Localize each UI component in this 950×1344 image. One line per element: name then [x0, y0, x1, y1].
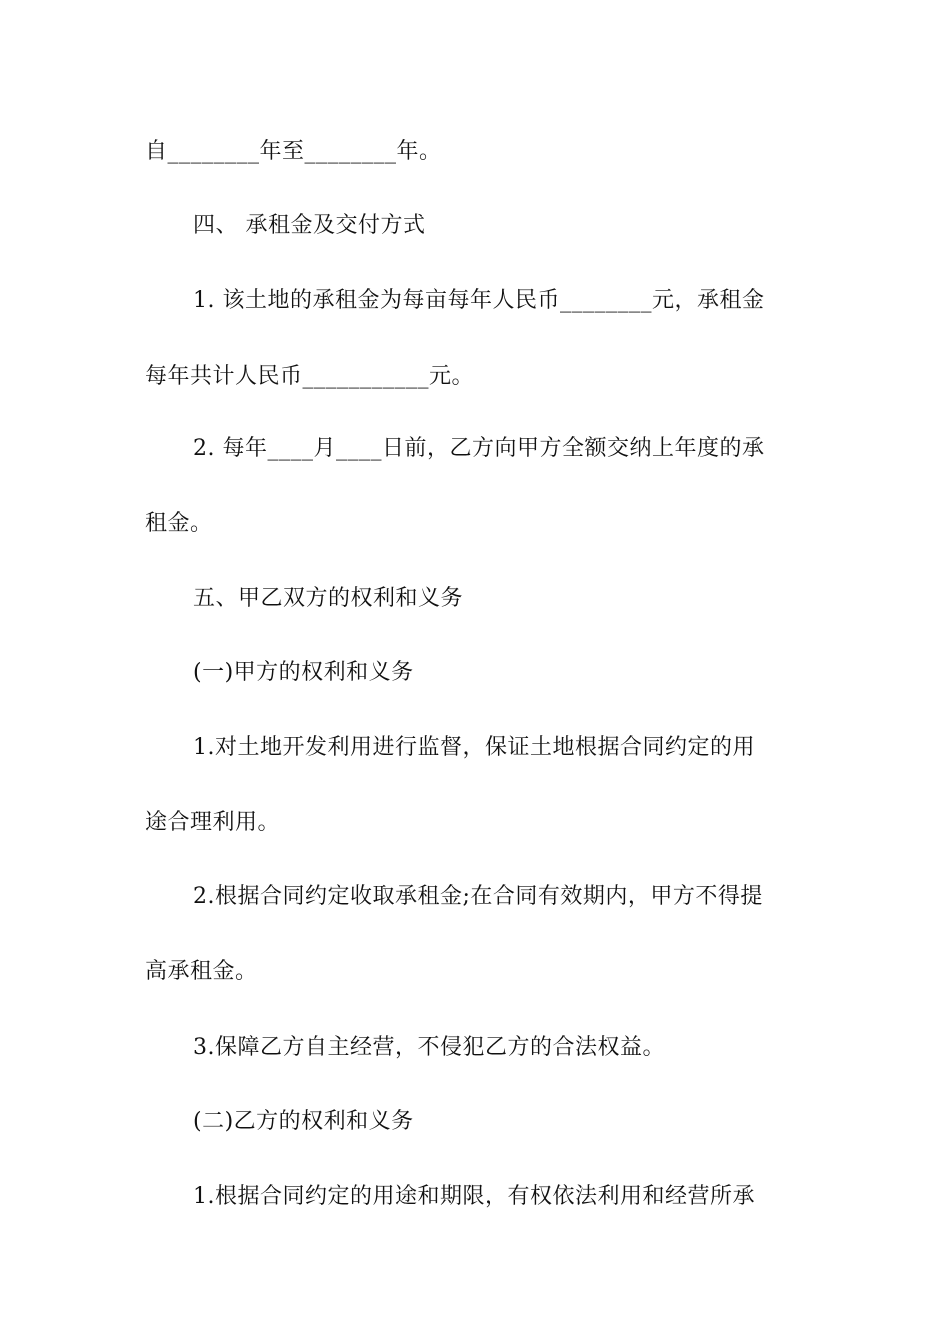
text-line-party-a-item2: 2.根据合同约定收取承租金;在合同有效期内，甲方不得提: [193, 884, 763, 909]
subheading-party-a: (一)甲方的权利和义务: [193, 660, 414, 685]
text-line-party-b-item1: 1.根据合同约定的用途和期限，有权依法利用和经营所承: [193, 1184, 755, 1209]
text-line-party-a-item3: 3.保障乙方自主经营，不侵犯乙方的合法权益。: [193, 1035, 665, 1060]
text-line-party-a-item1: 1.对土地开发利用进行监督，保证土地根据合同约定的用: [193, 735, 755, 760]
text-line-party-a-item1-cont: 途合理利用。: [145, 810, 281, 835]
subheading-party-b: (二)乙方的权利和义务: [193, 1109, 414, 1134]
text-line-payment-date-cont: 租金。: [145, 511, 213, 536]
section-heading-rent-payment: 四、 承租金及交付方式: [193, 213, 426, 238]
text-line-rent-amount: 1. 该土地的承租金为每亩每年人民币________元，承租金: [193, 288, 765, 313]
text-line-term-years: 自________年至________年。: [145, 139, 442, 164]
text-line-party-a-item2-cont: 高承租金。: [145, 959, 258, 984]
text-line-rent-total: 每年共计人民币___________元。: [145, 364, 475, 389]
section-heading-rights-obligations: 五、甲乙双方的权利和义务: [193, 586, 464, 611]
text-line-payment-date: 2. 每年____月____日前，乙方向甲方全额交纳上年度的承: [193, 436, 765, 461]
